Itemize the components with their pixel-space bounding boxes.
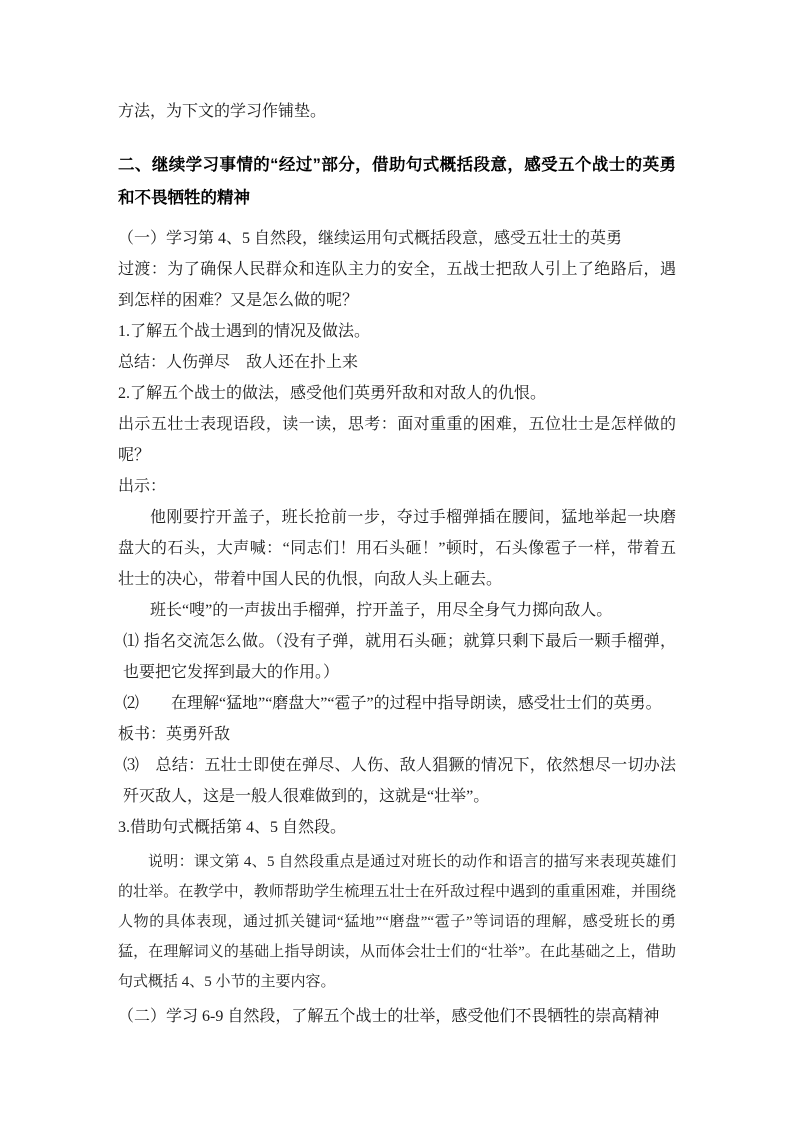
paragraph: ⑴ 指名交流怎么做。（没有子弹，就用石头砸；就算只剩下最后一颗手榴弹，也要把它发挥到最大的作用。） — [123, 633, 676, 681]
paragraph: 出示： — [118, 478, 167, 495]
paragraph: 方法，为下文的学习作铺垫。 — [118, 103, 327, 120]
paragraph: 2.了解五个战士的做法，感受他们英勇歼敌和对敌人的仇恨。 — [118, 385, 547, 402]
paragraph: 班长“嗖”的一声拔出手榴弹，拧开盖子，用尽全身气力掷向敌人。 — [150, 602, 613, 619]
paragraph: 1.了解五个战士遇到的情况及做法。 — [118, 323, 371, 340]
paragraph: 总结：人伤弹尽 敌人还在扑上来 — [118, 354, 359, 371]
paragraph: 说明：课文第 4、5 自然段重点是通过对班长的动作和语言的描写来表现英雄们的壮举。在教学中，教师帮助学生梳理五壮士在歼敌过程中遇到的重重困难，并围绕人物的具体表现，通过抓关键词“猛地”“磨盘”“雹子”等词语的理解，感受班长的勇猛，在理解词义的基础上指导朗读，从而体会壮士们的“壮举”。在此基础之上，借助句式概括 4、5 小节的主要内容。 — [118, 854, 676, 990]
paragraph: （二）学习 6-9 自然段，了解五个战士的壮举，感受他们不畏牺牲的崇高精神 — [118, 1008, 660, 1025]
paragraph: 板书：英勇歼敌 — [118, 726, 231, 743]
paragraph: 出示五壮士表现语段，读一读，思考：面对重重的困难，五位壮士是怎样做的呢？ — [118, 416, 676, 464]
paragraph: ⑶ 总结：五壮士即使在弹尽、人伤、敌人猖獗的情况下，依然想尽一切办法歼灭敌人，这是一般人很难做到的，这就是“壮举”。 — [123, 757, 676, 805]
document-body — [118, 96, 676, 1032]
paragraph: （一）学习第 4、5 自然段，继续运用句式概括段意，感受五壮士的英勇 — [118, 230, 623, 247]
paragraph: 过渡：为了确保人民群众和连队主力的安全，五战士把敌人引上了绝路后，遇到怎样的困难？又是怎么做的呢？ — [118, 261, 676, 309]
paragraph: ⑵ 在理解“猛地”“磨盘大”“雹子”的过程中指导朗读，感受壮士们的英勇。 — [123, 695, 662, 712]
paragraph: 3.借助句式概括第 4、5 自然段。 — [118, 819, 347, 836]
section-heading: 二、继续学习事情的“经过”部分，借助句式概括段意，感受五个战士的英勇和不畏牺牲的精神 — [118, 156, 676, 207]
paragraph: 他刚要拧开盖子，班长抢前一步，夺过手榴弹插在腰间，猛地举起一块磨盘大的石头，大声喊：“同志们！用石头砸！”顿时，石头像雹子一样，带着五壮士的决心，带着中国人民的仇恨，向敌人头上砸去。 — [118, 509, 676, 588]
